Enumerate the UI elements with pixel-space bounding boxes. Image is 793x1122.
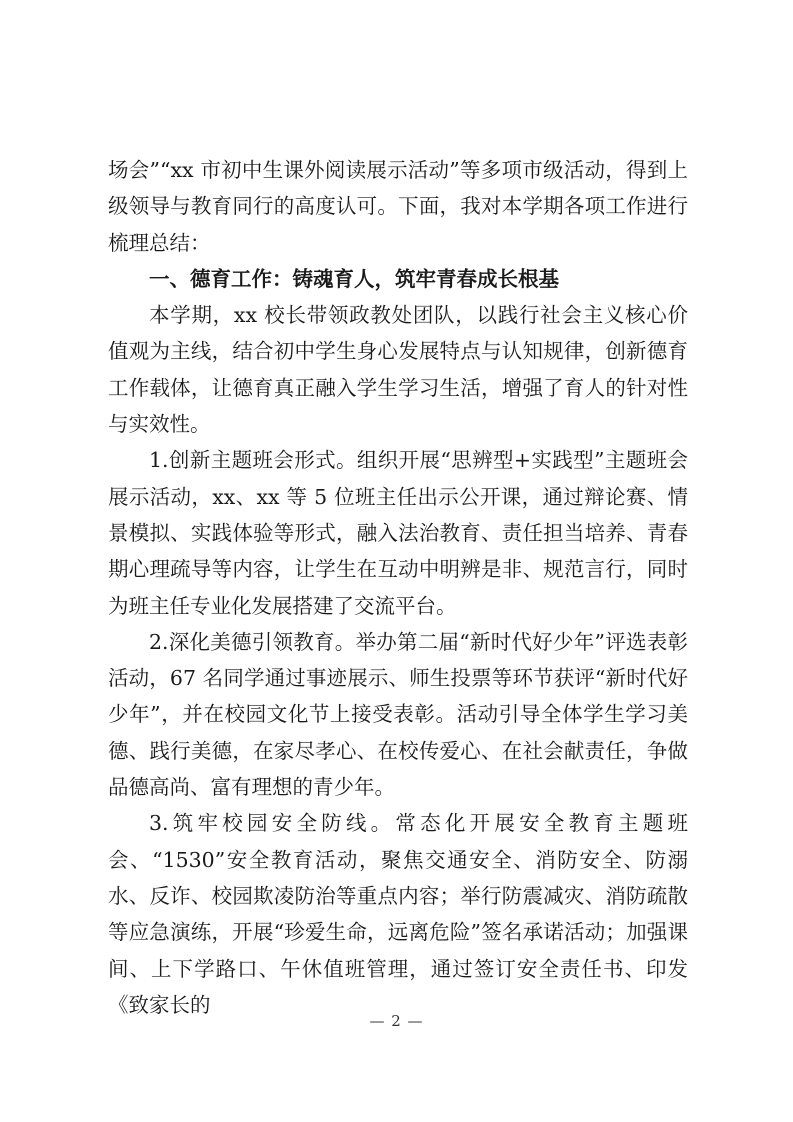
paragraph-item-3: 3.筑牢校园安全防线。常态化开展安全教育主题班会、“1530”安全教育活动，聚焦交通安全、消防安全、防溺水、反诈、校园欺凌防治等重点内容；举行防震减灾、消防疏散等应急演练，开展“珍爱生命，远离危险”签名承诺活动；加强课间、上下学路口、午休值班管理，通过签订安全责任书、印发《致家长的 xyxy=(108,811,688,1017)
paragraph-continuation: 场会”“xx 市初中生课外阅读展示活动”等多项市级活动，得到上级领导与教育同行的高度认可。下面，我对本学期各项工作进行梳理总结： xyxy=(108,158,688,255)
document-body xyxy=(108,152,688,1023)
paragraph-intro: 本学期，xx 校长带领政教处团队，以践行社会主义核心价值观为主线，结合初中学生身心发展特点与认知规律，创新德育工作载体，让德育真正融入学生学习生活，增强了育人的针对性与实效性。 xyxy=(108,303,688,437)
paragraph-item-1: 1.创新主题班会形式。组织开展“思辨型+实践型”主题班会展示活动，xx、xx 等 5 位班主任出示公开课，通过辩论赛、情景模拟、实践体验等形式，融入法治教育、责任担当培养、青春期心理疏导等内容，让学生在互动中明辨是非、规范言行，同时为班主任专业化发展搭建了交流平台。 xyxy=(108,448,688,618)
paragraph-item-2: 2.深化美德引领教育。举办第二届“新时代好少年”评选表彰活动，67 名同学通过事迹展示、师生投票等环节获评“新时代好少年”，并在校园文化节上接受表彰。活动引导全体学生学习美德、践行美德，在家尽孝心、在校传爱心、在社会献责任，争做品德高尚、富有理想的青少年。 xyxy=(108,629,688,800)
page-number: — 2 — xyxy=(369,1012,424,1030)
section-heading-moral-education: 一、德育工作：铸魂育人，筑牢青春成长根基 xyxy=(149,266,559,291)
